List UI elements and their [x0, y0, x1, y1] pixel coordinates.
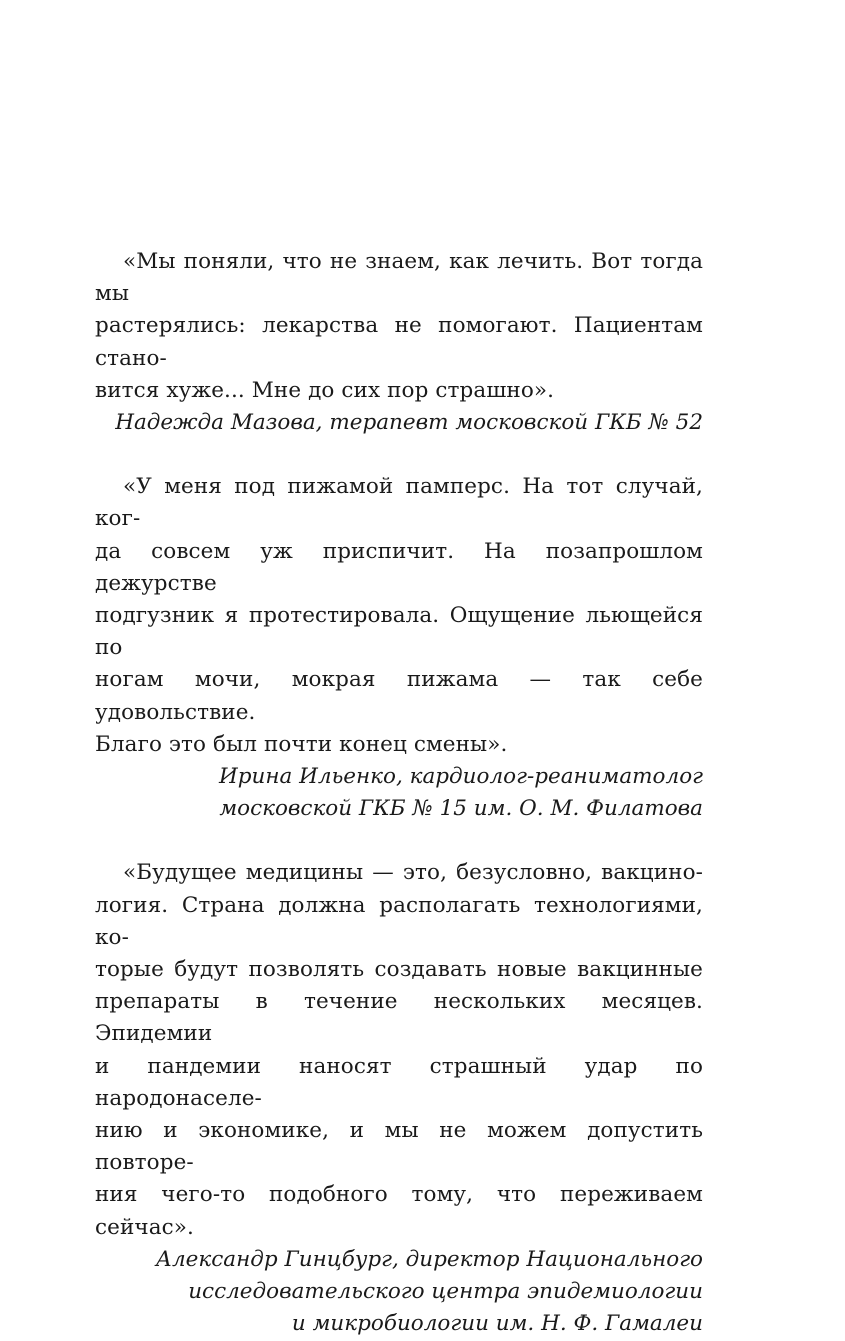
quote-line: ния чего-то подобного тому, что переживаем сейчас». — [95, 1182, 703, 1240]
epigraph-2 — [95, 471, 703, 825]
attribution-line: Надежда Мазова, терапевт московской ГКБ № 52 — [115, 410, 703, 436]
attribution-line: исследовательского центра эпидемиологии — [188, 1279, 703, 1305]
quote-attribution — [95, 407, 703, 439]
quote-line: и пандемии наносят страшный удар по народонаселе- — [95, 1053, 703, 1111]
quote-line: да совсем уж приспичит. На позапрошлом дежурстве — [95, 538, 703, 596]
quote-line: Благо это был почти конец смены». — [95, 731, 508, 757]
quote-attribution — [95, 761, 703, 825]
epigraph-3 — [95, 857, 703, 1340]
quote-line: препараты в течение нескольких месяцев. Эпидемии — [95, 989, 703, 1047]
quote-line: «Мы поняли, что не знаем, как лечить. Вот тогда мы — [95, 249, 703, 307]
attribution-line: Ирина Ильенко, кардиолог-реаниматолог — [218, 764, 703, 790]
quote-line: ногам мочи, мокрая пижама — так себе удовольствие. — [95, 667, 703, 725]
quote-line: «Будущее медицины — это, безусловно, вакцино- — [123, 860, 703, 886]
quote-line: подгузник я протестировала. Ощущение льющейся по — [95, 603, 703, 661]
attribution-line: московской ГКБ № 15 им. О. М. Филатова — [219, 796, 703, 822]
epigraph-1 — [95, 246, 703, 439]
quote-line: торые будут позволять создавать новые вакцинные — [95, 957, 703, 983]
quote-line: растерялись: лекарства не помогают. Пациентам стано- — [95, 313, 703, 371]
quote-text — [95, 857, 703, 1243]
quote-text — [95, 246, 703, 407]
attribution-line: и микробиологии им. Н. Ф. Гамалеи — [291, 1311, 703, 1337]
quote-line: «У меня под пижамой памперс. На тот случай, ког- — [95, 474, 703, 532]
page-body — [95, 246, 703, 1341]
quote-attribution — [95, 1244, 703, 1341]
quote-text — [95, 471, 703, 761]
quote-line: логия. Страна должна располагать технологиями, ко- — [95, 892, 703, 950]
quote-line: вится хуже... Мне до сих пор страшно». — [95, 377, 555, 403]
quote-line: нию и экономике, и мы не можем допустить повторе- — [95, 1118, 703, 1176]
attribution-line: Александр Гинцбург, директор Национального — [155, 1246, 703, 1272]
